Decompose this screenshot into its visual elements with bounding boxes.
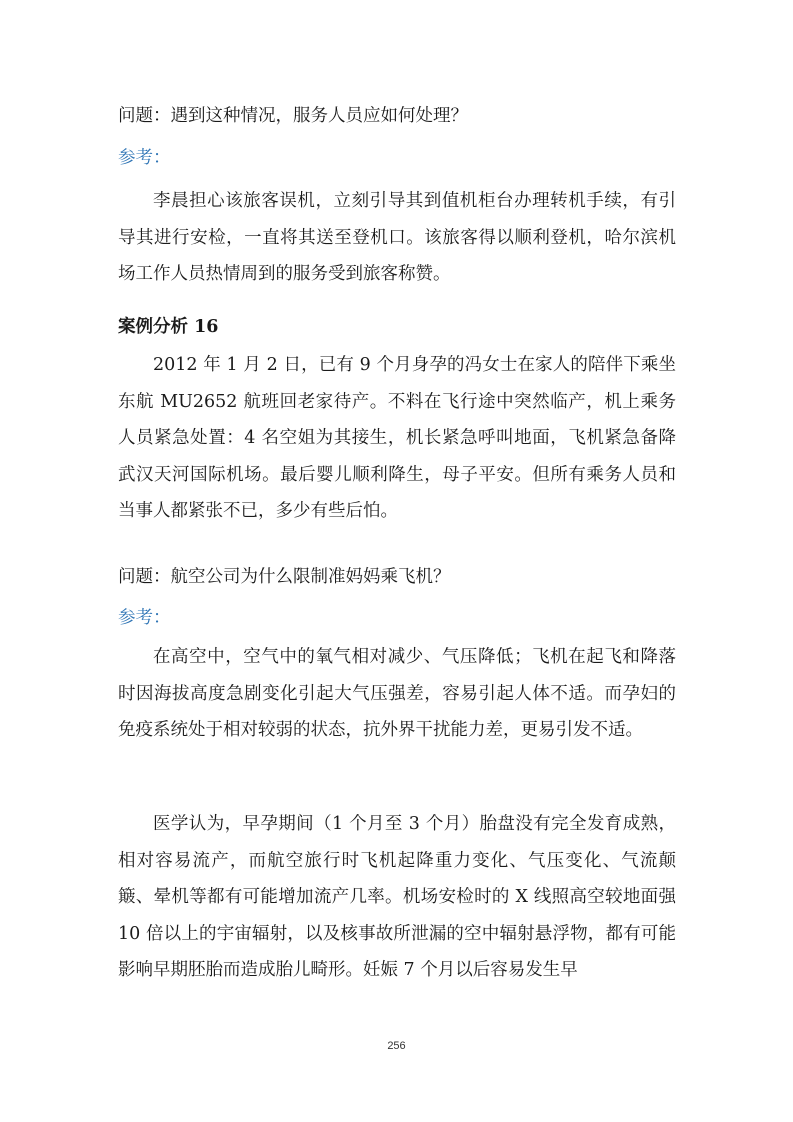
reference-label-1: 参考： — [118, 148, 171, 168]
reference-label-2: 参考： — [118, 608, 171, 628]
question-2: 问题：航空公司为什么限制准妈妈乘飞机？ — [118, 567, 451, 587]
answer-1-paragraph: 李晨担心该旅客误机，立刻引导其到值机柜台办理转机手续，有引导其进行安检，一直将其送至登机口。该旅客得以顺利登机，哈尔滨机场工作人员热情周到的服务受到旅客称赞。 — [118, 191, 676, 285]
answer-2-paragraph-2: 医学认为，早孕期间（1 个月至 3 个月）胎盘没有完全发育成熟，相对容易流产，而航空旅行时飞机起降重力变化、气压变化、气流颠簸、晕机等都有可能增加流产几率。机场安检时的 X 线照高空较地面强 10 倍以上的宇宙辐射，以及核事故所泄漏的空中辐射悬浮物，都有可能影响早期胚胎而造成胎儿畸形。妊娠 7 个月以后容易发生早 — [118, 814, 676, 981]
answer-2-paragraph-1: 在高空中，空气中的氧气相对减少、气压降低；飞机在起飞和降落时因海拔高度急剧变化引起大气压强差，容易引起人体不适。而孕妇的免疫系统处于相对较弱的状态，抗外界干扰能力差，更易引发不适。 — [118, 647, 676, 741]
page-number: 256 — [387, 1040, 406, 1052]
case-heading: 案例分析 16 — [118, 317, 219, 337]
case-paragraph: 2012 年 1 月 2 日，已有 9 个月身孕的冯女士在家人的陪伴下乘坐东航 MU2652 航班回老家待产。不料在飞行途中突然临产，机上乘务人员紧急处置：4 名空姐为其接生，机长紧急呼叫地面，飞机紧急备降武汉天河国际机场。最后婴儿顺利降生，母子平安。但所有乘务人员和当事人都紧张不已，多少有些后怕。 — [118, 355, 676, 522]
question-1: 问题：遇到这种情况，服务人员应如何处理？ — [118, 106, 468, 126]
